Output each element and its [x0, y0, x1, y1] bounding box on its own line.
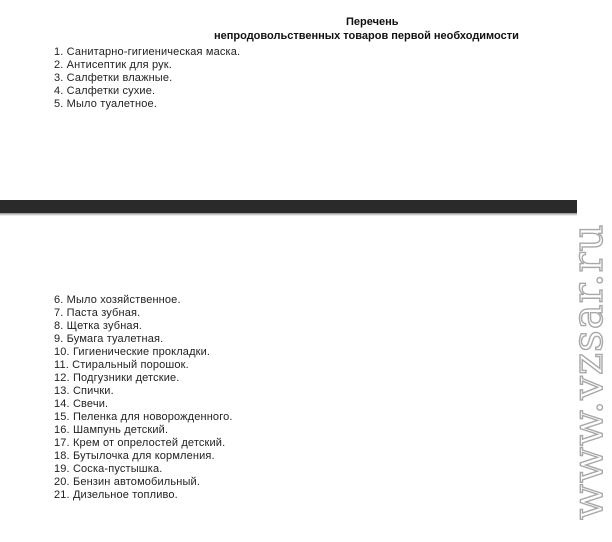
page-break-shadow	[0, 213, 577, 216]
list-item: 19. Соска-пустышка.	[54, 463, 163, 475]
goods-list-page-2	[54, 294, 233, 502]
list-item: 14. Свечи.	[54, 398, 109, 410]
list-item: 12. Подгузники детские.	[54, 372, 180, 384]
document-title: Перечень	[346, 16, 399, 28]
list-item: 16. Шампунь детский.	[54, 424, 169, 436]
list-item: 15. Пеленка для новорожденного.	[54, 411, 233, 423]
list-item: 2. Антисептик для рук.	[54, 59, 172, 71]
list-item: 17. Крем от опрелостей детский.	[54, 437, 226, 449]
page-break-divider	[0, 200, 577, 213]
list-item: 5. Мыло туалетное.	[54, 98, 157, 110]
list-item: 11. Стиральный порошок.	[54, 359, 189, 371]
goods-list-page-1	[54, 46, 240, 111]
list-item: 9. Бумага туалетная.	[54, 333, 164, 345]
list-item: 7. Паста зубная.	[54, 307, 141, 319]
site-watermark: www.vzsar.ru	[563, 223, 612, 520]
list-item: 18. Бутылочка для кормления.	[54, 450, 215, 462]
list-item: 10. Гигиенические прокладки.	[54, 346, 211, 358]
list-item: 6. Мыло хозяйственное.	[54, 294, 181, 306]
list-item: 4. Салфетки сухие.	[54, 85, 156, 97]
list-item: 21. Дизельное топливо.	[54, 489, 178, 501]
document-subtitle: непродовольственных товаров первой необходимости	[214, 30, 519, 42]
list-item: 3. Салфетки влажные.	[54, 72, 173, 84]
list-item: 20. Бензин автомобильный.	[54, 476, 201, 488]
list-item: 1. Санитарно-гигиеническая маска.	[54, 46, 241, 58]
list-item: 8. Щетка зубная.	[54, 320, 143, 332]
list-item: 13. Спички.	[54, 385, 114, 397]
